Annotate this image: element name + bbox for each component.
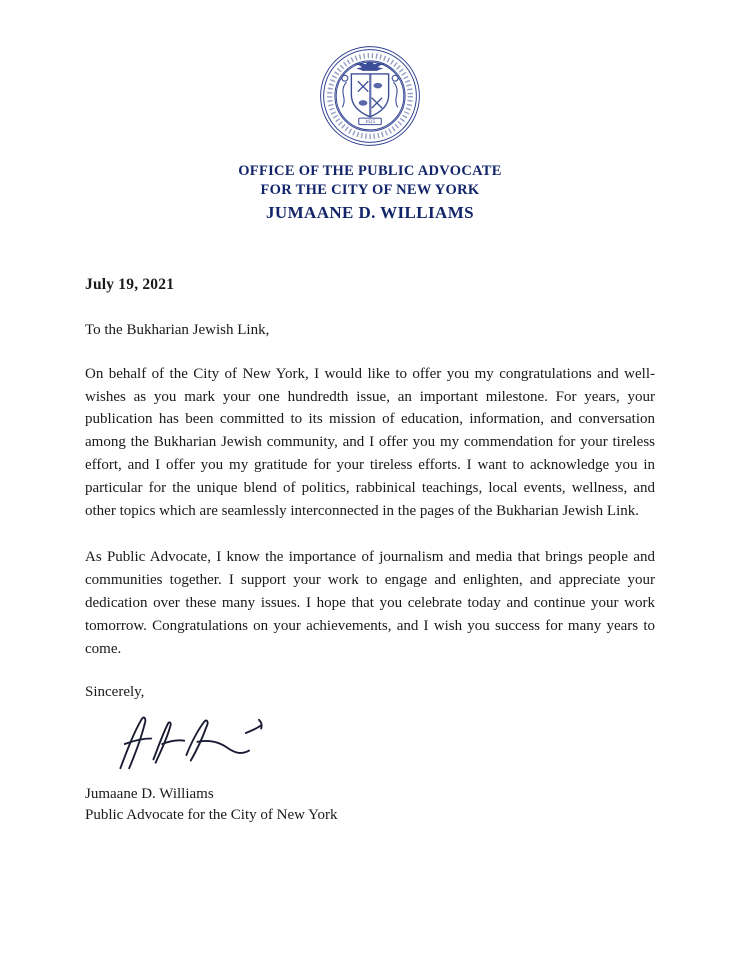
letter-paragraph: On behalf of the City of New York, I would like to offer you my congratulations and well-wishes as you mark your one hundredth issue, an important milestone. For years, your publication has been committed to its mission of education, information, and conversation among the Bukharian Jewish community, and I offer you my commendation for your tireless effort, and I offer you my gratitude for your tireless efforts. I want to acknowledge you in particular for the unique blend of politics, rabbinical teachings, local events, wellness, and other topics which are seamlessly interconnected in the pages of the Bukharian Jewish Link. [85, 365, 655, 519]
letterhead-line-1: OFFICE OF THE PUBLIC ADVOCATE [238, 163, 502, 179]
letter-closing: Sincerely, [85, 684, 145, 701]
letter-body [85, 224, 655, 825]
nyc-city-seal-icon [318, 44, 422, 148]
letter-paragraph: As Public Advocate, I know the importance of journalism and media that brings people and communities together. I support your work to engage and enlighten, and appreciate your dedication over these many issues. I hope that you celebrate today and continue your work tomorrow. Congratulations on your achievements, and I wish you success for many years to come. [85, 549, 655, 657]
letter-date: July 19, 2021 [85, 275, 175, 293]
letterhead-line-2: FOR THE CITY OF NEW YORK [260, 181, 480, 198]
signer-title: Public Advocate for the City of New York [85, 806, 338, 823]
letterhead-text [0, 162, 740, 224]
letterhead-official-name: JUMAANE D. WILLIAMS [266, 203, 474, 223]
letter-salutation: To the Bukharian Jewish Link, [85, 321, 270, 338]
signer-name: Jumaane D. Williams [85, 786, 214, 803]
letterhead [0, 0, 740, 224]
seal-year-text: 1625 [364, 119, 376, 126]
handwritten-signature-icon [105, 711, 325, 777]
